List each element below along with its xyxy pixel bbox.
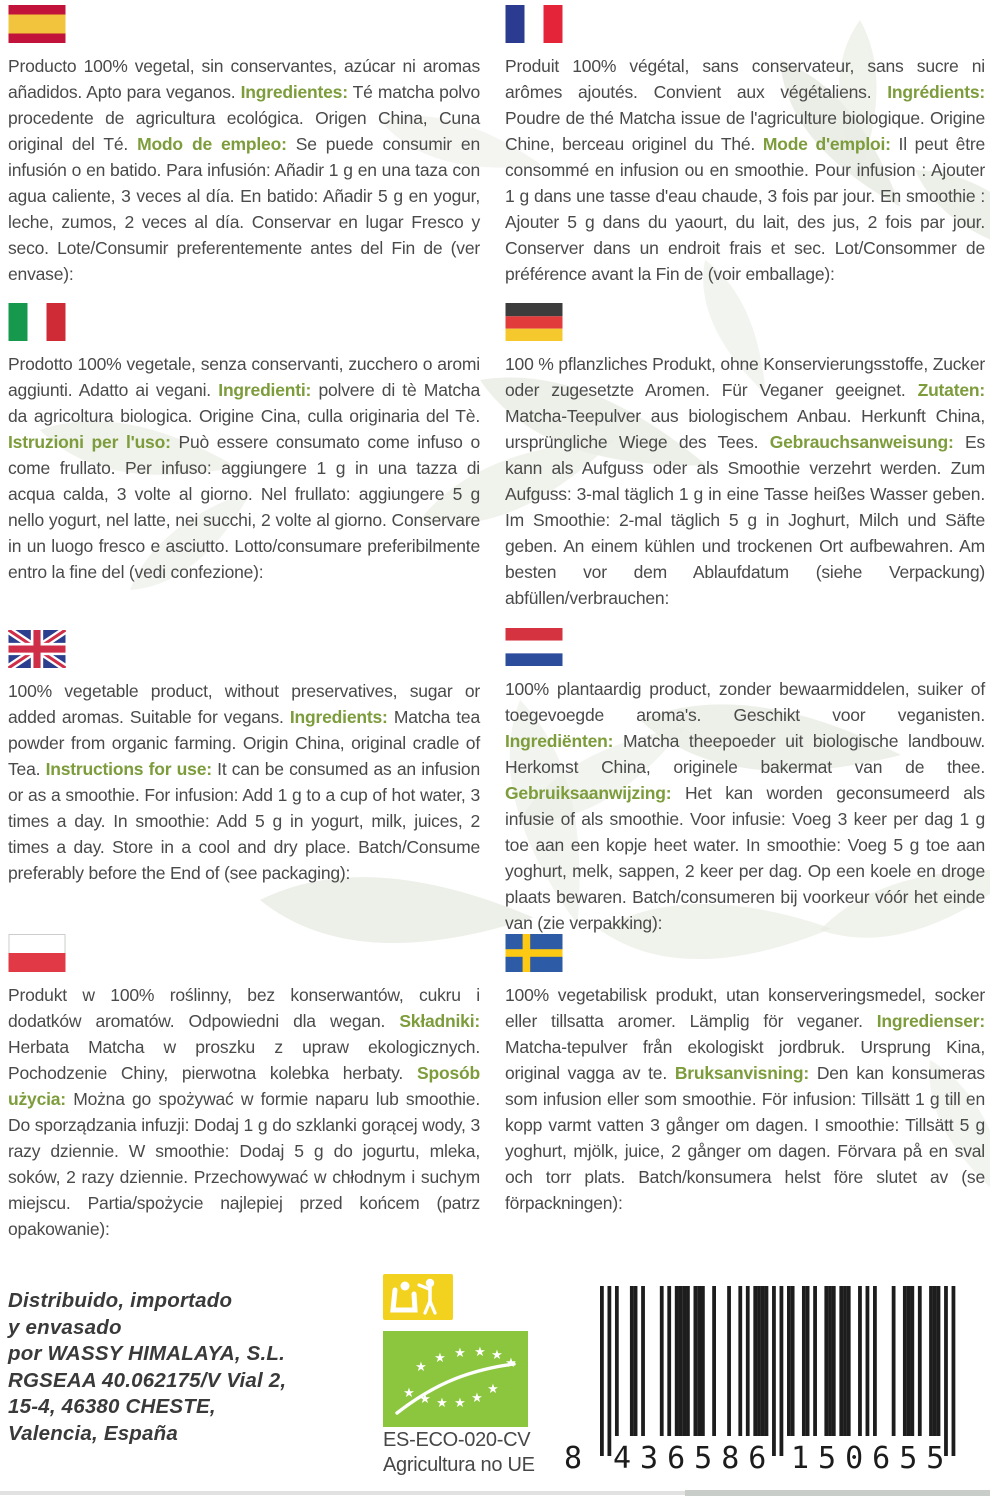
organic-cert-code: ES-ECO-020-CV bbox=[383, 1429, 531, 1451]
svg-text:★: ★ bbox=[434, 1351, 446, 1366]
germany-flag-icon bbox=[505, 303, 563, 341]
svg-text:★: ★ bbox=[491, 1348, 503, 1363]
german-description-text: 100 % pflanzliches Produkt, ohne Konservierungsstoffe, Zucker oder zugesetzte Aromen. Für Veganer geeignet. Zutaten: Matcha-Teepulver aus biologischem Anbau. Herkunft China, ursprüngliche Wiege des Tees. Gebrauchsanweisung: Es kann als Aufguss oder als Smoothie verzehrt werden. Zum Aufguss: 3-mal täglich 1 g in eine Tasse heißes Wasser geben. Im Smoothie: 2-mal täglich 5 g in Joghurt, Milch und Säfte geben. An einem kühlen und trockenen Ort aufbewahren. Am besten vor dem Ablaufdatum (siehe Verpackung) abfüllen/verbrauchen: bbox=[505, 354, 985, 608]
organic-cert-origin: Agricultura no UE bbox=[383, 1454, 535, 1476]
sweden-flag-icon bbox=[505, 934, 563, 972]
barcode-right-digits: 150655 bbox=[791, 1441, 954, 1476]
section-swedish bbox=[505, 934, 985, 1216]
svg-text:★: ★ bbox=[403, 1386, 415, 1401]
dutch-description-text: 100% plantaardig product, zonder bewaarmiddelen, suiker of toegevoegde aroma's. Geschikt voor veganisten. Ingrediënten: Matcha theepoeder uit biologische landbouw. Herkomst China, originele bakermat van de thee. Gebruiksaanwijzing: Het kan worden geconsumeerd als infusie of als smoothie. Voor infusie: Voeg 3 keer per dag 1 g toe aan een kopje heet water. In smoothie: Voeg 5 g toe aan yoghurt, melk, sappen, 2 keer per dag. Op een koele en droge plaats bewaren. Batch/consumeren bij voorkeur vóór het einde van (zie verpakking): bbox=[505, 679, 985, 933]
eu-organic-leaf-logo bbox=[383, 1331, 528, 1427]
svg-text:★: ★ bbox=[487, 1382, 499, 1397]
netherlands-flag-icon bbox=[505, 628, 563, 666]
ean13-barcode-bars bbox=[560, 1286, 960, 1458]
poland-flag-icon bbox=[8, 934, 66, 972]
italy-flag-icon bbox=[8, 303, 66, 341]
spanish-description-text: Producto 100% vegetal, sin conservantes, azúcar ni aromas añadidos. Apto para veganos. Ingredientes: Té matcha polvo procedente de agricultura ecológica. Origen China, Cuna original del Té. Modo de empleo: Se puede consumir en infusión o en batido. Para infusión: Añadir 1 g en una taza con agua caliente, 3 veces al día. En batido: Añadir 5 g en yogur, leche, zumos, 2 veces al día. Conservar en lugar Fresco y seco. Lote/Consumir preferentemente antes del Fin de (ver envase): bbox=[8, 56, 480, 284]
swedish-description-text: 100% vegetabilisk produkt, utan konserveringsmedel, socker eller tillsatta aromer. Lämplig för veganer. Ingredienser: Matcha-tepulver från ekologiskt jordbruk. Ursprung Kina, original vagga av te. Bruksanvisning: Den kan konsumeras som infusion eller som smoothie. För infusion: Tillsätt 1 g till en kopp varmt vatten 3 gånger om dagen. I smoothie: Tillsätt 5 g yoghurt, mjölk, juice, 2 gånger om dagen. Förvara på en sval och torr plats. Batch/konsumera helst före slutet av (se förpackningen): bbox=[505, 985, 985, 1213]
svg-text:★: ★ bbox=[436, 1396, 448, 1411]
section-french bbox=[505, 5, 985, 287]
barcode-prefix-digit: 8 bbox=[564, 1441, 583, 1476]
italian-description-text: Prodotto 100% vegetale, senza conservanti, zucchero o aromi aggiunti. Adatto ai vegani. Ingredienti: polvere di tè Matcha da agricoltura biologica. Origine Cina, culla originaria del Tè. Istruzioni per l'uso: Può essere consumato come infuso o come frullato. Per infuso: aggiungere 1 g in una tazza di acqua calda, 3 volte al giorno. Nel frullato: aggiungere 5 g nello yogurt, nel latte, nei succhi, 2 volte al giorno. Conservare in un luogo fresco e asciutto. Lotto/consumare preferibilmente entro la fine del (vedi confezione): bbox=[8, 354, 480, 582]
france-flag-icon bbox=[505, 5, 563, 43]
section-spanish bbox=[8, 5, 480, 287]
svg-text:★: ★ bbox=[474, 1345, 486, 1360]
svg-text:★: ★ bbox=[454, 1346, 466, 1361]
organic-certification-text bbox=[383, 1428, 535, 1478]
label-bottom-edge-right bbox=[685, 1490, 990, 1496]
spain-flag-icon bbox=[8, 5, 66, 43]
section-italian bbox=[8, 303, 480, 585]
svg-text:★: ★ bbox=[415, 1360, 427, 1375]
svg-text:★: ★ bbox=[454, 1396, 466, 1411]
svg-text:★: ★ bbox=[419, 1392, 431, 1407]
svg-text:★: ★ bbox=[471, 1391, 483, 1406]
barcode-left-digits: 436586 bbox=[613, 1441, 776, 1476]
distributor-info: Distribuido, importado y envasado por WASSY HIMALAYA, S.L. RGSEAA 40.062175/V Vial 2, 15-4, 46380 CHESTE, Valencia, España bbox=[8, 1289, 287, 1445]
section-polish bbox=[8, 934, 480, 1242]
label-bottom-edge-left bbox=[0, 1491, 685, 1495]
united-kingdom-flag-icon bbox=[8, 630, 66, 668]
french-description-text: Produit 100% végétal, sans conservateur, sans sucre ni arômes ajoutés. Convient aux végétaliens. Ingrédients: Poudre de thé Matcha issue de l'agriculture biologique. Origine Chine, berceau originel du Thé. Mode d'emploi: Il peut être consommé en infusion ou en smoothie. Pour infusion : Ajouter 1 g dans une tasse d'eau chaude, 3 fois par jour. En smoothie : Ajouter 5 g dans du yaourt, du lait, des jus, 2 fois par jour. Conserver dans un endroit frais et sec. Lot/Consommer de préférence avant la Fin de (voir emballage): bbox=[505, 56, 986, 284]
svg-text:★: ★ bbox=[505, 1356, 517, 1371]
section-dutch bbox=[505, 628, 985, 936]
section-german bbox=[505, 303, 985, 611]
tidyman-litter-disposal-icon bbox=[383, 1274, 453, 1320]
english-description-text: 100% vegetable product, without preservatives, sugar or added aromas. Suitable for vegans. Ingredients: Matcha tea powder from organic farming. Origin China, original cradle of Tea. Instructions for use: It can be consumed as an infusion or as a smoothie. For infusion: Add 1 g to a cup of hot water, 3 times a day. In smoothie: Add 5 g in yogurt, milk, juices, 2 times a day. Store in a cool and dry place. Batch/Consume preferably before the End of (see packaging): bbox=[8, 681, 480, 883]
section-english bbox=[8, 630, 480, 886]
polish-description-text: Produkt w 100% roślinny, bez konserwantów, cukru i dodatków aromatów. Odpowiedni dla wegan. Składniki: Herbata Matcha w proszku z upraw ekologicznych. Pochodzenie Chiny, pierwotna kolebka herbaty. Sposób użycia: Można go spożywać w formie naparu lub smoothie. Do sporządzania infuzji: Dodaj 1 g do szklanki gorącej wody, 3 razy dziennie. W smoothie: Dodaj 5 g do jogurtu, mleka, soków, 2 razy dziennie. Przechowywać w chłodnym i suchym miejscu. Partia/spożycie najlepiej przed końcem (patrz opakowanie): bbox=[8, 985, 480, 1239]
